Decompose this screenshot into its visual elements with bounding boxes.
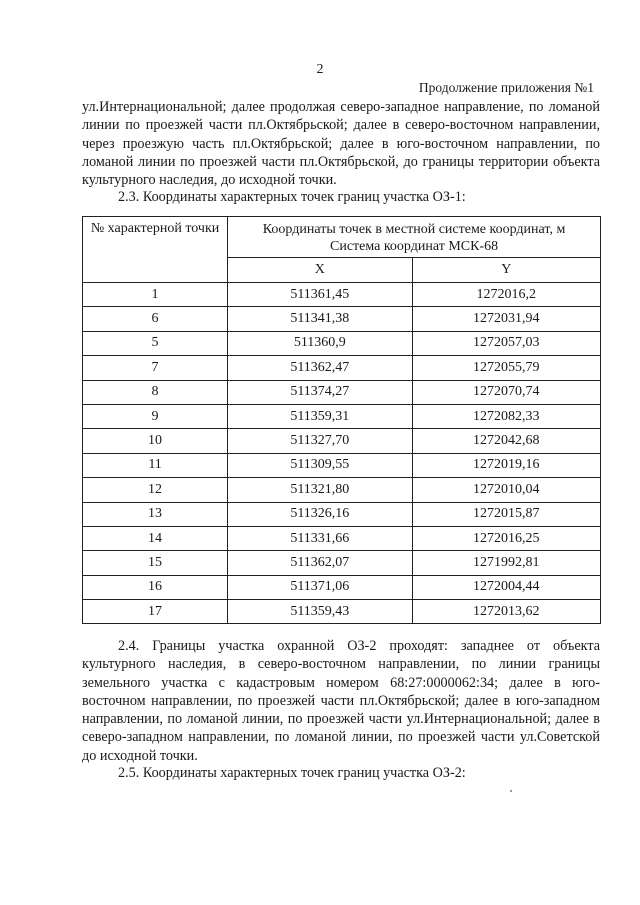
table-row — [83, 404, 601, 428]
x-coordinate-cell: 511359,31 — [228, 404, 412, 428]
page-number: 2 — [316, 62, 324, 77]
point-number-cell: 1 — [83, 283, 228, 307]
table-row — [83, 453, 601, 477]
y-coordinate-cell: 1272042,68 — [412, 429, 600, 453]
paragraph-section-2-5: 2.5. Координаты характерных точек границ участка ОЗ-2: — [118, 765, 466, 781]
x-coordinate-cell: 511326,16 — [228, 502, 412, 526]
y-coordinate-cell: 1272015,87 — [412, 502, 600, 526]
y-coordinate-cell: 1272016,25 — [412, 526, 600, 550]
paragraph-section-2-3: 2.3. Координаты характерных точек границ участка ОЗ-1: — [118, 189, 466, 205]
x-coordinate-cell: 511331,66 — [228, 526, 412, 550]
y-coordinate-cell: 1272082,33 — [412, 404, 600, 428]
table-row — [83, 331, 601, 355]
coordinate-system-header — [228, 217, 601, 258]
table-row — [83, 429, 601, 453]
point-number-cell: 16 — [83, 575, 228, 599]
point-number-cell: 6 — [83, 307, 228, 331]
table-row — [83, 526, 601, 550]
paragraph-boundary-description: ул.Интернациональной; далее продолжая северо-западное направление, по ломаной линии по проезжей части пл.Октябрьской; далее в северо-восточном направлении, через проезжую часть пл.Октябрьской; далее в юго-восточном направлении, по ломаной линии по проезжей части пл.Октябрьской, до границы территории объекта культурного наследия, до исходной точки. — [82, 99, 600, 189]
y-coordinate-cell: 1272004,44 — [412, 575, 600, 599]
table-row — [83, 600, 601, 624]
x-coordinate-cell: 511362,47 — [228, 356, 412, 380]
point-number-cell: 14 — [83, 526, 228, 550]
x-coordinate-cell: 511321,80 — [228, 478, 412, 502]
table-row — [83, 502, 601, 526]
x-coordinate-cell: 511361,45 — [228, 283, 412, 307]
y-coordinate-cell: 1272070,74 — [412, 380, 600, 404]
x-coordinate-cell: 511374,27 — [228, 380, 412, 404]
y-coordinate-cell: 1272019,16 — [412, 453, 600, 477]
table-row — [83, 356, 601, 380]
table-row — [83, 575, 601, 599]
x-column-header: X — [228, 258, 412, 283]
point-number-cell: 13 — [83, 502, 228, 526]
x-coordinate-cell: 511341,38 — [228, 307, 412, 331]
point-number-cell: 7 — [83, 356, 228, 380]
y-coordinate-cell: 1272016,2 — [412, 283, 600, 307]
coordinate-system-header-line1: Координаты точек в местной системе координат, м — [262, 222, 566, 237]
point-number-cell: 17 — [83, 600, 228, 624]
point-number-header: № характерной точки — [83, 217, 228, 283]
table-row — [83, 551, 601, 575]
coordinate-system-header-line2: Система координат МСК-68 — [329, 239, 499, 254]
appendix-continuation-header: Продолжение приложения №1 — [418, 80, 594, 95]
x-coordinate-cell: 511359,43 — [228, 600, 412, 624]
y-coordinate-cell: 1272057,03 — [412, 331, 600, 355]
table-row — [83, 307, 601, 331]
table-row — [83, 380, 601, 404]
y-coordinate-cell: 1272031,94 — [412, 307, 600, 331]
x-coordinate-cell: 511327,70 — [228, 429, 412, 453]
point-number-cell: 9 — [83, 404, 228, 428]
point-number-cell: 12 — [83, 478, 228, 502]
paragraph-section-2-4: 2.4. Границы участка охранной ОЗ-2 проходят: западнее от объекта культурного наследия, в северо-восточном направлении, по линии границы земельного участка с кадастровым номером 68:27:0000062:34; далее в юго-восточном направлении, по проезжей части пл.Октябрьской; далее в юго-западном направлении, по ломаной линии, по проезжей части ул.Интернациональной; далее в северо-западном направлении, по ломаной линии, по проезжей части ул.Советской до исходной точки. — [82, 638, 600, 764]
y-coordinate-cell: 1272010,04 — [412, 478, 600, 502]
x-coordinate-cell: 511362,07 — [228, 551, 412, 575]
y-coordinate-cell: 1272013,62 — [412, 600, 600, 624]
x-coordinate-cell: 511309,55 — [228, 453, 412, 477]
point-number-cell: 5 — [83, 331, 228, 355]
scan-speck — [510, 790, 512, 792]
point-number-cell: 10 — [83, 429, 228, 453]
y-column-header: Y — [412, 258, 600, 283]
y-coordinate-cell: 1272055,79 — [412, 356, 600, 380]
x-coordinate-cell: 511360,9 — [228, 331, 412, 355]
table-header-row — [83, 217, 601, 258]
table-row — [83, 283, 601, 307]
x-coordinate-cell: 511371,06 — [228, 575, 412, 599]
table-row — [83, 478, 601, 502]
y-coordinate-cell: 1271992,81 — [412, 551, 600, 575]
coordinates-table — [82, 216, 601, 624]
point-number-cell: 11 — [83, 453, 228, 477]
point-number-cell: 8 — [83, 380, 228, 404]
point-number-cell: 15 — [83, 551, 228, 575]
